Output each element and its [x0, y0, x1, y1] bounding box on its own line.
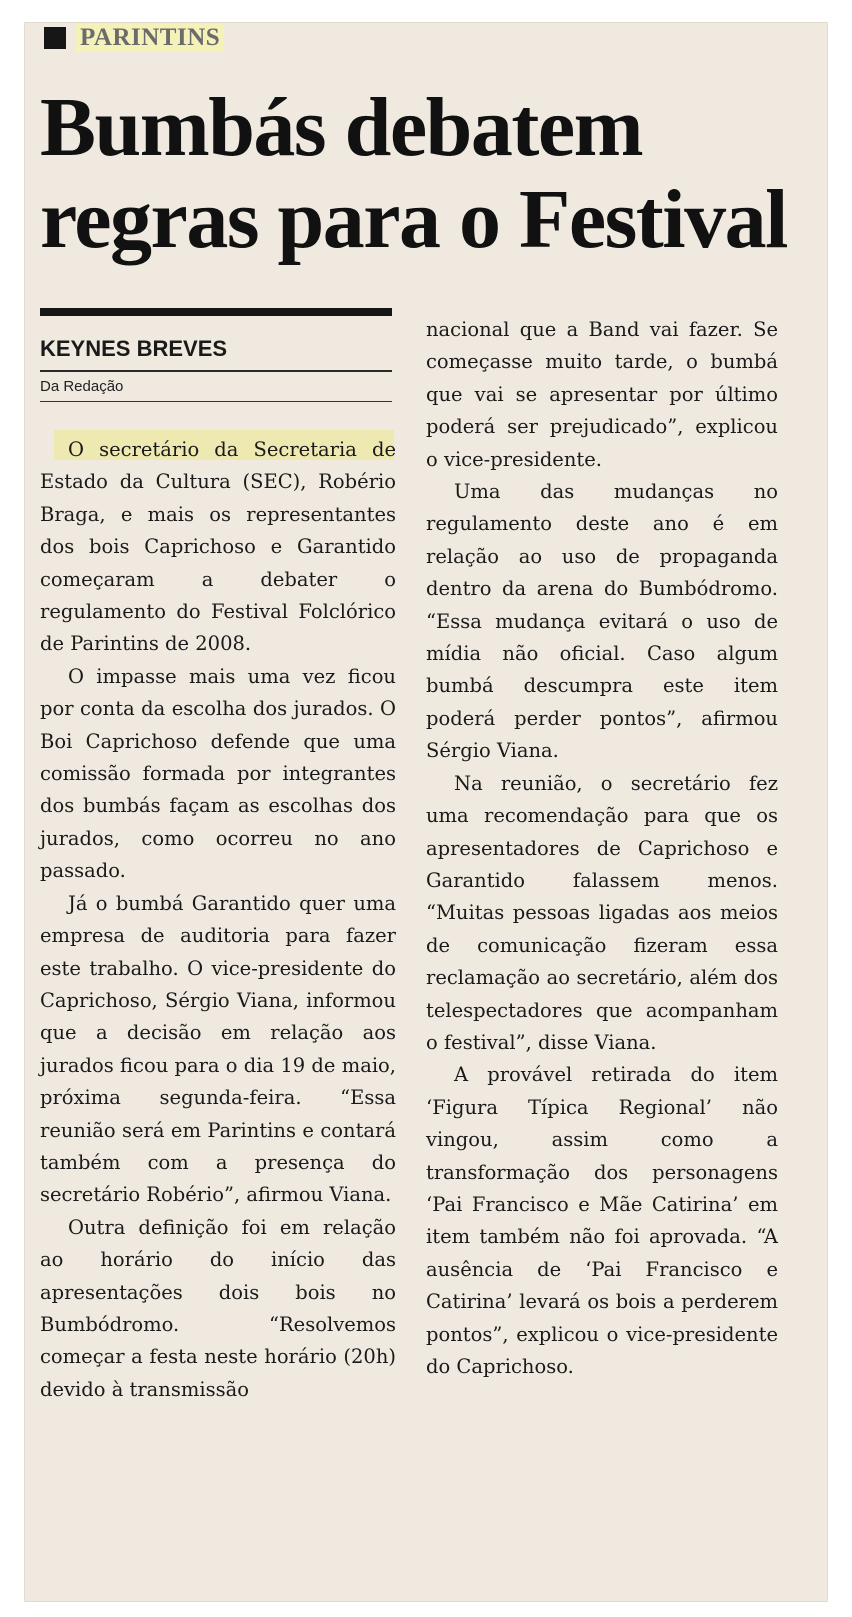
byline-source: Da Redação	[40, 378, 124, 395]
article-paragraph: O secretário da Secretaria de Estado da Cultura (SEC), Robério Braga, e mais os representantes dos bois Caprichoso e Garantido começaram a debater o regulamento do Festival Folclórico de Parintins de 2008.	[40, 438, 396, 656]
kicker-label: PARINTINS	[76, 24, 224, 52]
byline-top-rule	[40, 308, 392, 316]
newspaper-clipping	[24, 22, 828, 1602]
article-paragraph: O impasse mais uma vez ficou por conta da escolha dos jurados. O Boi Caprichoso defende que uma comissão formada por integrantes dos bumbás façam as escolhas dos jurados, como ocorreu no ano passado.	[40, 664, 396, 883]
article-paragraph: Já o bumbá Garantido quer uma empresa de auditoria para fazer este trabalho. O vice-presidente do Caprichoso, Sérgio Viana, informou que a decisão em relação aos jurados ficou para o dia 19 de maio, próxima segunda-feira. “Essa reunião será em Parintins e contará também com a presença do secretário Robério”, afirmou Viana.	[40, 891, 396, 1207]
article-column-left	[40, 434, 396, 1406]
article-paragraph: A provável retirada do item ‘Figura Típica Regional’ não vingou, assim como a transformação dos personagens ‘Pai Francisco e Mãe Catirina’ em item também não foi aprovada. “A ausência de ‘Pai Francisco e Catirina’ levará os bois a perderem pontos”, explicou o vice-presidente do Caprichoso.	[426, 1063, 778, 1378]
square-bullet-icon	[44, 27, 66, 49]
headline-line-2: regras para o Festival	[40, 173, 787, 266]
headline	[40, 82, 820, 266]
headline-line-1: Bumbás debatem	[40, 81, 643, 174]
byline-bottom-rule	[40, 401, 392, 402]
byline	[40, 308, 392, 402]
article-paragraph: Outra definição foi em relação ao horário do início das apresentações dois bois no Bumbódromo. “Resolvemos começar a festa neste horário (20h) devido à transmissão	[40, 1215, 396, 1401]
article-paragraph: nacional que a Band vai fazer. Se começasse muito tarde, o bumbá que vai se apresentar por último poderá ser prejudicado”, explicou o vice-presidente.	[426, 318, 778, 471]
article-column-right	[426, 314, 778, 1383]
author-name: KEYNES BREVES	[40, 336, 228, 361]
byline-divider	[40, 370, 392, 372]
section-kicker	[44, 24, 224, 52]
article-paragraph: Uma das mudanças no regulamento deste ano é em relação ao uso de propaganda dentro da arena do Bumbódromo. “Essa mudança evitará o uso de mídia não oficial. Caso algum bumbá descumpra este item poderá perder pontos”, afirmou Sérgio Viana.	[426, 480, 778, 763]
article-paragraph: Na reunião, o secretário fez uma recomendação para que os apresentadores de Caprichoso e Garantido falassem menos. “Muitas pessoas ligadas aos meios de comunicação fizeram essa reclamação ao secretário, além dos telespectadores que acompanham o festival”, disse Viana.	[426, 771, 778, 1054]
